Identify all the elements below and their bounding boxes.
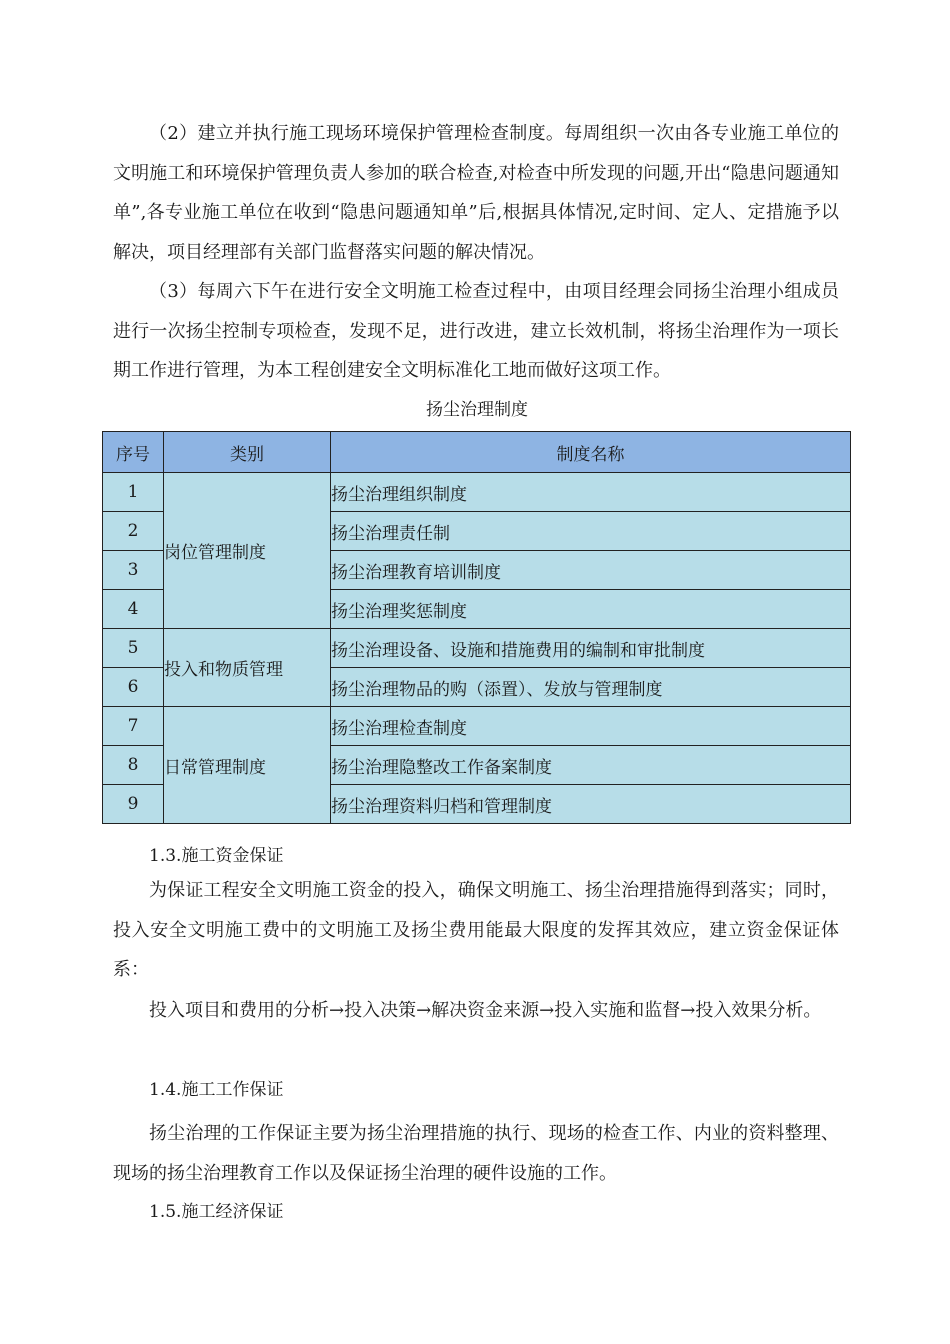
row-number: 8 (103, 746, 164, 785)
category-cell: 投入和物质管理 (164, 629, 331, 707)
category-cell: 日常管理制度 (164, 707, 331, 824)
section-1-3-paragraph-1: 为保证工程安全文明施工资金的投入，确保文明施工、扬尘治理措施得到落实；同时，投入安全文明施工费中的文明施工及扬尘费用能最大限度的发挥其效应，建立资金保证体系： (113, 880, 839, 980)
rule-name: 扬尘治理隐整改工作备案制度 (331, 746, 851, 785)
row-number: 6 (103, 668, 164, 707)
rule-name: 扬尘治理教育培训制度 (331, 551, 851, 590)
section-1-4-paragraph-1: 扬尘治理的工作保证主要为扬尘治理措施的执行、现场的检查工作、内业的资料整理、现场的扬尘治理教育工作以及保证扬尘治理的硬件设施的工作。 (113, 1123, 839, 1184)
paragraph-2: （2）建立并执行施工现场环境保护管理检查制度。每周组织一次由各专业施工单位的文明施工和环境保护管理负责人参加的联合检查,对检查中所发现的问题,开出“隐患问题通知单”,各专业施工单位在收到“隐患问题通知单”后,根据具体情况,定时间、定人、定措施予以解决，项目经理部有关部门监督落实问题的解决情况。 (113, 123, 839, 263)
row-number: 7 (103, 707, 164, 746)
rule-name: 扬尘治理奖惩制度 (331, 590, 851, 629)
header-number: 序号 (103, 432, 164, 473)
rule-name: 扬尘治理设备、设施和措施费用的编制和审批制度 (331, 629, 851, 668)
rule-name: 扬尘治理资料归档和管理制度 (331, 785, 851, 824)
header-rule-name: 制度名称 (331, 432, 851, 473)
row-number: 9 (103, 785, 164, 824)
row-number: 1 (103, 473, 164, 512)
row-number: 5 (103, 629, 164, 668)
dust-control-rules-table (102, 431, 851, 824)
section-heading-1-4: 1.4.施工工作保证 (149, 1080, 284, 1100)
category-cell: 岗位管理制度 (164, 473, 331, 629)
rule-name: 扬尘治理组织制度 (331, 473, 851, 512)
row-number: 2 (103, 512, 164, 551)
table-row (103, 629, 851, 668)
rule-name: 扬尘治理物品的购（添置）、发放与管理制度 (331, 668, 851, 707)
header-category: 类别 (164, 432, 331, 473)
table-row (103, 707, 851, 746)
rule-name: 扬尘治理检查制度 (331, 707, 851, 746)
section-1-3-paragraph-2: 投入项目和费用的分析→投入决策→解决资金来源→投入实施和监督→投入效果分析。 (149, 1000, 822, 1021)
section-heading-1-5: 1.5.施工经济保证 (149, 1202, 284, 1222)
paragraph-3: （3）每周六下午在进行安全文明施工检查过程中，由项目经理会同扬尘治理小组成员进行一次扬尘控制专项检查，发现不足，进行改进，建立长效机制，将扬尘治理作为一项长期工作进行管理，为本工程创建安全文明标准化工地而做好这项工作。 (113, 281, 839, 381)
table-caption: 扬尘治理制度 (426, 400, 528, 420)
row-number: 4 (103, 590, 164, 629)
section-heading-1-3: 1.3.施工资金保证 (149, 846, 284, 866)
rule-name: 扬尘治理责任制 (331, 512, 851, 551)
table-row (103, 473, 851, 512)
table-header-row (103, 432, 851, 473)
row-number: 3 (103, 551, 164, 590)
